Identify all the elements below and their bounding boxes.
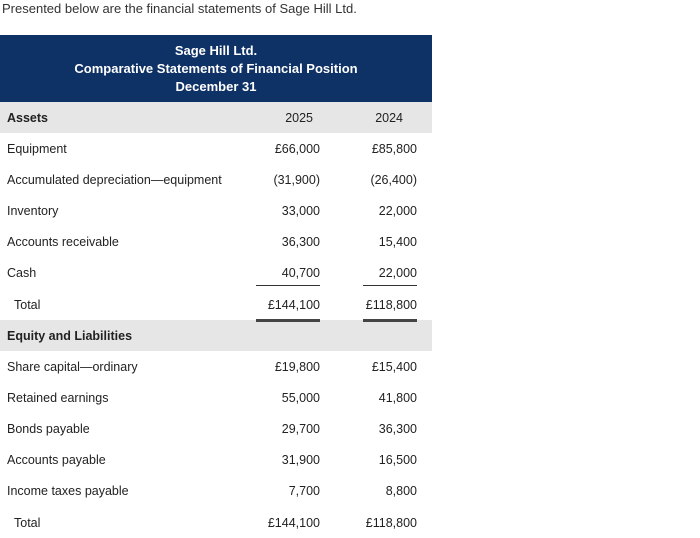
value-2024: 16,500 [378,453,417,468]
statement-header [0,35,432,102]
row-label: Retained earnings [7,390,109,405]
column-header-2024: 2024 [375,110,403,125]
total-2025: £144,100 [267,515,320,530]
section-title-assets: Assets [7,110,48,125]
value-2024: 41,800 [378,390,417,405]
section-title-equity: Equity and Liabilities [7,328,133,343]
column-header-2025: 2025 [285,110,313,125]
row-label: Share capital—ordinary [7,359,138,374]
value-2025: (31,900) [273,172,320,187]
value-2025: £66,000 [274,141,320,156]
row-label: Accounts receivable [7,235,119,250]
value-2024: 22,000 [378,203,417,218]
table-row [0,414,432,445]
table-row [0,445,432,476]
value-2024: £15,400 [371,359,417,374]
row-label: Bonds payable [7,422,90,437]
table-row [0,258,432,289]
financial-statement-table [0,35,432,538]
table-row [0,195,432,226]
value-2024: 8,800 [385,484,417,499]
total-row-assets [0,289,432,320]
value-2024: 36,300 [378,422,417,437]
table-row [0,351,432,382]
table-row [0,164,432,195]
row-label: Accounts payable [7,453,106,468]
row-label: Accumulated depreciation—equipment [7,172,222,187]
statement-date: December 31 [175,78,257,94]
value-2024: (26,400) [370,172,417,187]
value-2024: £85,800 [371,141,417,156]
company-name: Sage Hill Ltd. [174,42,258,58]
statement-title: Comparative Statements of Financial Position [74,60,358,76]
total-2024: £118,800 [365,515,417,530]
row-label: Total [14,515,41,530]
value-2025: £19,800 [274,359,320,374]
value-2024: 22,000 [320,266,417,280]
intro-text: Presented below are the financial statements of Sage Hill Ltd. [2,1,357,16]
row-label: Equipment [7,141,67,156]
row-label: Income taxes payable [7,484,129,499]
value-2025: 36,300 [281,235,320,250]
row-label: Total [14,297,41,312]
total-2025: £144,100 [248,298,320,312]
table-row [0,382,432,413]
total-row-equity [0,507,432,538]
table-row [0,227,432,258]
table-row [0,133,432,164]
equity-section-header [0,320,432,351]
row-label: Cash [7,266,37,281]
value-2024: 15,400 [378,235,417,250]
assets-section-header [0,102,432,133]
value-2025: 40,700 [248,266,320,280]
row-label: Inventory [7,203,59,218]
value-2025: 7,700 [288,484,320,499]
value-2025: 55,000 [281,390,320,405]
value-2025: 31,900 [281,453,320,468]
value-2025: 33,000 [281,203,320,218]
value-2025: 29,700 [281,422,320,437]
table-row [0,476,432,507]
total-2024: £118,800 [320,298,417,312]
